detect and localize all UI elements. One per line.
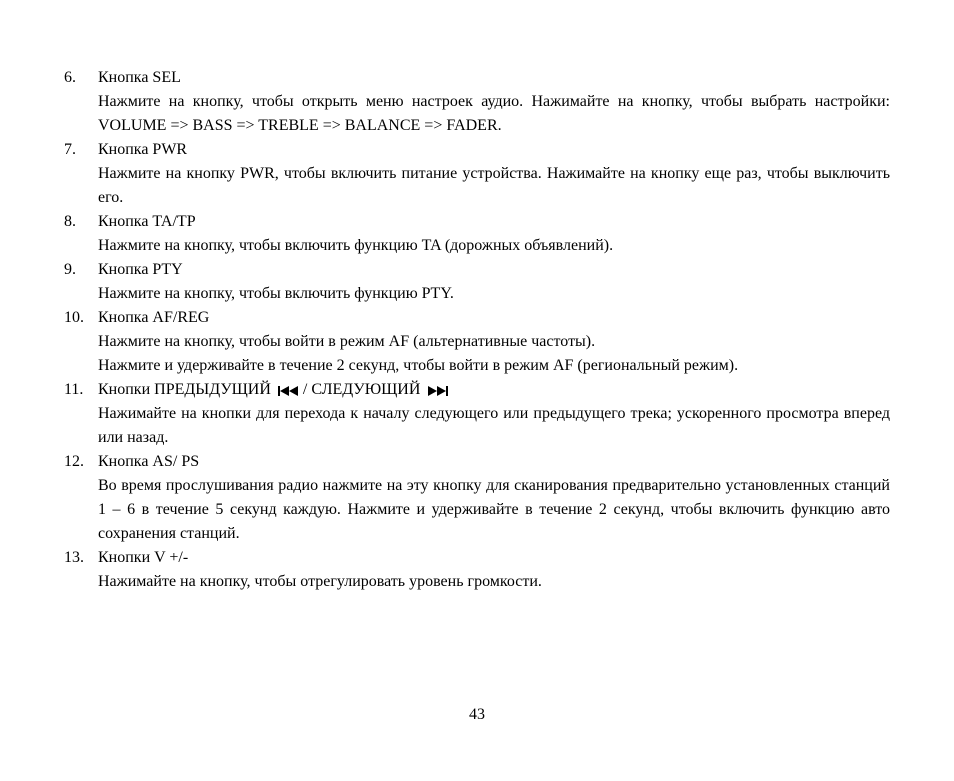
item-title: Кнопка SEL [98, 69, 181, 86]
item-number: 6. [64, 69, 76, 86]
item-number: 10. [64, 309, 84, 326]
item-paragraph: Нажмите на кнопку, чтобы войти в режим AF (альтернативные частоты). [98, 333, 596, 350]
item-title-separator: / [302, 381, 308, 398]
item-title: Кнопка PTY [98, 261, 183, 278]
item-number: 9. [64, 261, 76, 278]
item-description [98, 90, 890, 138]
list-item-volume [64, 546, 890, 594]
item-paragraph: Нажмите на кнопку, чтобы открыть меню настроек аудио. Нажимайте на кнопку, чтобы выбрать настройки: VOLUME => BASS => TREBLE => BALANCE => FADER. [98, 93, 890, 134]
item-title [98, 378, 890, 402]
list-item-as-ps [64, 450, 890, 546]
item-number: 8. [64, 213, 76, 230]
item-description [98, 402, 890, 450]
item-description [98, 162, 890, 210]
item-title-suffix: СЛЕДУЮЩИЙ [311, 381, 421, 398]
item-description [98, 474, 890, 546]
list-item-pwr [64, 138, 890, 210]
item-title: Кнопка TA/TP [98, 213, 196, 230]
instruction-list [64, 66, 890, 594]
list-item-ta-tp [64, 210, 890, 258]
item-paragraph: Нажимайте на кнопку, чтобы отрегулировать уровень громкости. [98, 573, 542, 590]
list-item-af-reg [64, 306, 890, 378]
item-paragraph: Нажмите и удерживайте в течение 2 секунд, чтобы войти в режим AF (региональный режим). [98, 357, 739, 374]
page-number: 43 [469, 706, 485, 723]
item-description [98, 570, 890, 594]
item-title-prefix: Кнопки ПРЕДЫДУЩИЙ [98, 381, 271, 398]
item-title: Кнопка AS/ PS [98, 453, 200, 470]
item-description [98, 234, 890, 258]
item-description [98, 282, 890, 306]
item-paragraph: Во время прослушивания радио нажмите на эту кнопку для сканирования предварительно установленных станций 1 – 6 в течение 5 секунд каждую. Нажмите и удерживайте в течение 2 секунд, чтобы включить функцию авто сохранения станций. [98, 477, 890, 542]
list-item-sel [64, 66, 890, 138]
item-paragraph: Нажимайте на кнопки для перехода к началу следующего или предыдущего трека; ускоренного просмотра вперед или назад. [98, 405, 890, 446]
list-item-prev-next [64, 378, 890, 450]
item-title: Кнопка AF/REG [98, 309, 210, 326]
item-title: Кнопка PWR [98, 141, 188, 158]
item-paragraph: Нажмите на кнопку PWR, чтобы включить питание устройства. Нажимайте на кнопку еще раз, чтобы выключить его. [98, 165, 890, 206]
item-number: 12. [64, 453, 84, 470]
item-title: Кнопки V +/- [98, 549, 189, 566]
item-description [98, 330, 890, 378]
item-paragraph: Нажмите на кнопку, чтобы включить функцию PTY. [98, 285, 454, 302]
item-paragraph: Нажмите на кнопку, чтобы включить функцию TA (дорожных объявлений). [98, 237, 614, 254]
item-number: 13. [64, 549, 84, 566]
item-number: 7. [64, 141, 76, 158]
item-number: 11. [64, 381, 84, 398]
list-item-pty [64, 258, 890, 306]
